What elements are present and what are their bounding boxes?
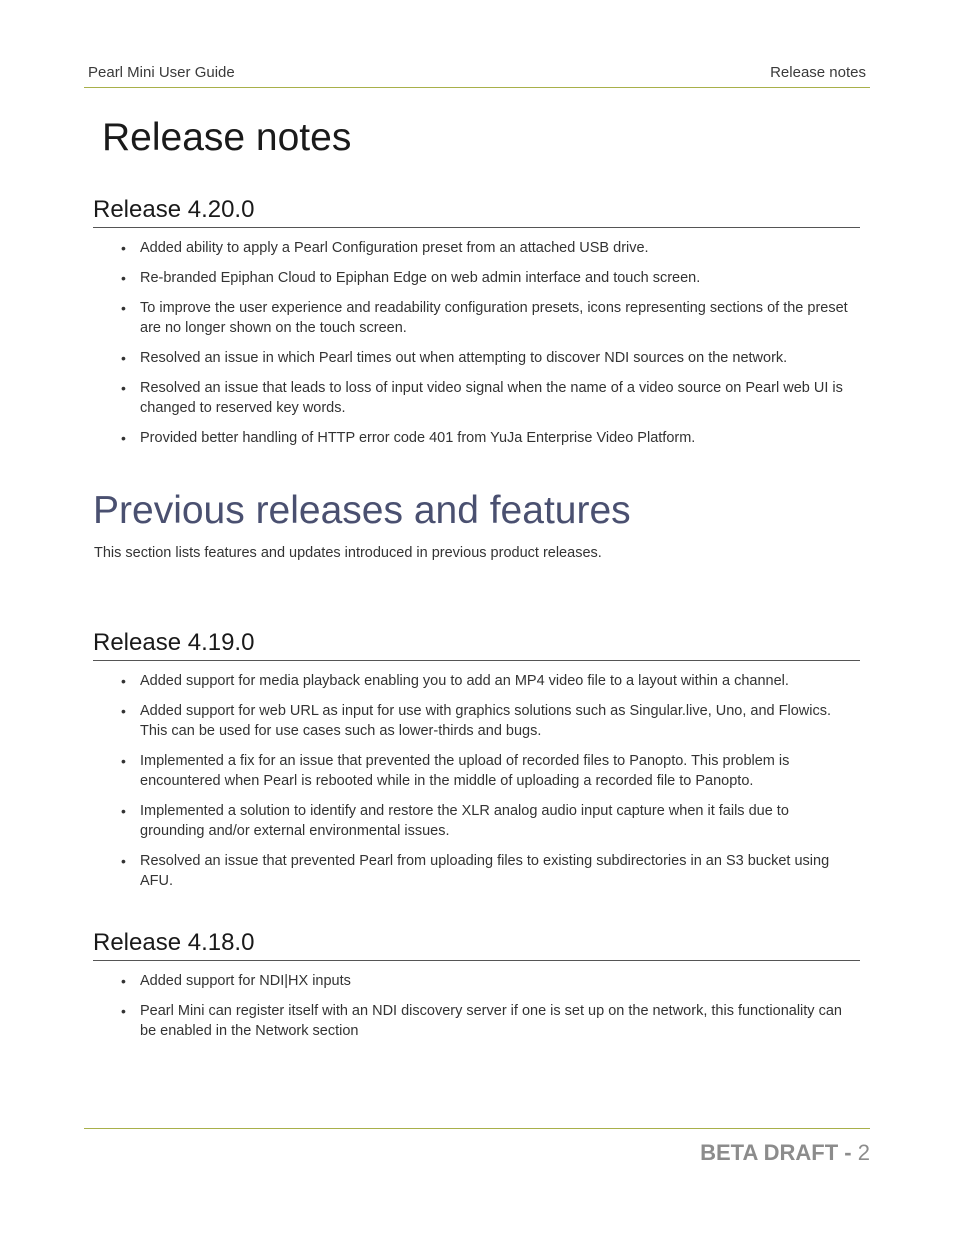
list-item-text: Resolved an issue in which Pearl times out when attempting to discover NDI sources on the network. [140,350,788,366]
release-4-20-list [93,238,860,448]
header-chapter-name: Release notes [770,64,866,81]
release-4-19-heading: Release 4.19.0 [93,627,860,661]
list-item-text: Resolved an issue that leads to loss of input video signal when the name of a video source on Pearl web UI is changed to reserved key words. [140,380,843,416]
bullet-icon: • [121,1003,126,1019]
release-4-19-section [93,627,860,901]
release-4-19-list [93,671,860,891]
bullet-icon: • [121,350,126,366]
release-4-20-heading: Release 4.20.0 [93,194,860,228]
footer-divider [84,1128,870,1129]
list-item-text: Implemented a solution to identify and restore the XLR analog audio input capture when it fails due to grounding and/or external environmental issues. [140,803,789,839]
bullet-icon: • [121,430,126,446]
list-item-text: Resolved an issue that prevented Pearl from uploading files to existing subdirectories in an S3 bucket using AFU. [140,853,830,889]
release-4-18-list [93,971,860,1041]
bullet-icon: • [121,703,126,719]
list-item-text: Pearl Mini can register itself with an NDI discovery server if one is set up on the network, this functionality can be enabled in the Network section [140,1003,842,1039]
previous-releases-title: Previous releases and features [93,489,631,532]
list-item [93,851,860,891]
list-item-text: To improve the user experience and readability configuration presets, icons representing sections of the preset are no longer shown on the touch screen. [140,300,848,336]
release-4-18-section [93,927,860,1051]
list-item-text: Implemented a fix for an issue that prevented the upload of recorded files to Panopto. This problem is encountered when Pearl is rebooted while in the middle of uploading a recorded file to Panopto. [140,753,790,789]
release-4-18-heading: Release 4.18.0 [93,927,860,961]
page-number: 2 [857,1140,870,1165]
bullet-icon: • [121,973,126,989]
list-item [93,378,860,418]
bullet-icon: • [121,853,126,869]
bullet-icon: • [121,673,126,689]
list-item [93,671,860,691]
running-header [84,56,870,88]
bullet-icon: • [121,240,126,256]
list-item-text: Added support for NDI|HX inputs [140,973,351,989]
list-item [93,751,860,791]
list-item [93,348,860,368]
list-item-text: Added support for web URL as input for use with graphics solutions such as Singular.live, Uno, and Flowics. This can be used for use cases such as lower-thirds and bugs. [140,703,831,739]
list-item-text: Re-branded Epiphan Cloud to Epiphan Edge on web admin interface and touch screen. [140,270,701,286]
list-item [93,701,860,741]
header-document-title: Pearl Mini User Guide [88,64,235,81]
bullet-icon: • [121,270,126,286]
bullet-icon: • [121,803,126,819]
bullet-icon: • [121,753,126,769]
list-item-text: Added support for media playback enabling you to add an MP4 video file to a layout within a channel. [140,673,789,689]
previous-releases-intro: This section lists features and updates introduced in previous product releases. [94,545,602,561]
bullet-icon: • [121,380,126,396]
beta-draft-label: BETA DRAFT - [700,1140,858,1165]
chapter-title: Release notes [102,116,352,159]
list-item [93,428,860,448]
page-footer [700,1140,870,1166]
list-item [93,801,860,841]
list-item-text: Provided better handling of HTTP error code 401 from YuJa Enterprise Video Platform. [140,430,696,446]
list-item [93,1001,860,1041]
list-item [93,298,860,338]
bullet-icon: • [121,300,126,316]
release-4-20-section [93,194,860,458]
list-item [93,238,860,258]
list-item [93,268,860,288]
list-item-text: Added ability to apply a Pearl Configuration preset from an attached USB drive. [140,240,649,256]
list-item [93,971,860,991]
